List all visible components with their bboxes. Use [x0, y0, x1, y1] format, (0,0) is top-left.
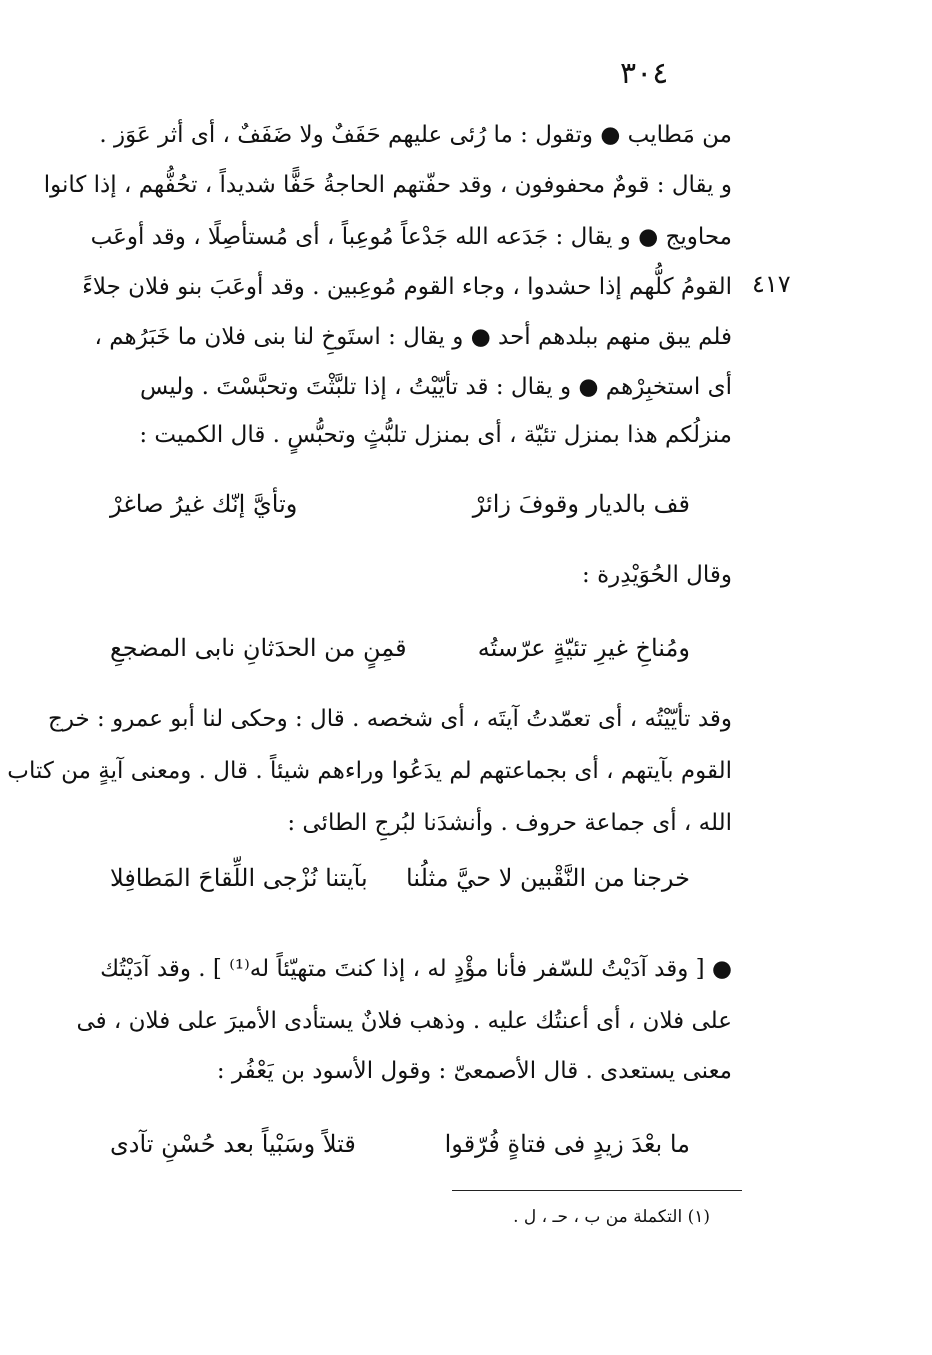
verse [110, 624, 690, 672]
text-line: الله ، أى جماعة حروف . وأنشدَنا لبُرجِ الطائى : [287, 810, 732, 836]
text-line: وقد تأيّيْتُه ، أى تعمّدتُ آيتَه ، أى شخصه . قال : وحكى لنا أبو عمرو : خرج [47, 706, 732, 732]
text-line: أى استخبِرْهم ● و يقال : قد تأيّيْتُ ، إذا تلبَّثْتَ وتحبَّسْتَ . وليس [139, 374, 732, 400]
verse-hemistich: خرجنا من النَّقْبين لا حيَّ مثلُنا [406, 864, 690, 892]
text-line: القوم بآيتهم ، أى بجماعتهم لم يدَعُوا وراءهم شيئاً . قال . ومعنى آيةٍ من كتاب [7, 758, 732, 784]
verse-hemistich: قف بالديار وقوفَ زائرْ [472, 490, 690, 518]
verse [110, 480, 690, 528]
text-line: منزلُكم هذا بمنزل تئيّة ، أى بمنزل تلبُّثٍ وتحبُّسٍ . قال الكميت : [139, 422, 732, 448]
verse-hemistich: ومُناخِ غيرِ تئيّةٍ عرّستُه [477, 634, 690, 662]
verse [110, 1120, 690, 1168]
text-line: معنى يستعدى . قال الأصمعىّ : وقول الأسود بن يَعْفُر : [216, 1058, 732, 1084]
verse-hemistich: قمِنٍ من الحدَثانِ نابى المضجعِ [110, 634, 407, 662]
page-number: ٣٠٤ [620, 56, 669, 91]
text-line: وقال الحُوَيْدِرة : [582, 562, 732, 588]
text-line: من مَطايب ● وتقول : ما رُئى عليهم حَفَفٌ ولا ضَفَفٌ ، أى أثر عَوَز . [99, 122, 732, 148]
text-line: القومُ كلُّهم إذا حشدوا ، وجاء القوم مُوعِبين . وقد أوعَبَ بنو فلان جلاءً [82, 274, 732, 300]
text-line: محاويج ● و يقال : جَدَعه الله جَدْعاً مُوعِباً ، أى مُستأصِلًا ، وقد أوعَب [90, 224, 732, 250]
footnote: (١) التكملة من ب ، حـ ، ل . [513, 1207, 710, 1227]
verse-hemistich: ما بعْدَ زيدٍ فى فتاةٍ فُرّقوا [444, 1130, 690, 1158]
footnote-divider [452, 1190, 742, 1191]
verse-hemistich: وتأيَّ إنّك غيرُ صاغرْ [110, 490, 298, 518]
verse-hemistich: قتلاً وسَبْياً بعد حُسْنِ تآدى [110, 1130, 356, 1158]
verse-hemistich: بآيتنا نُزْجى اللِّقاحَ المَطافِلا [110, 864, 368, 892]
margin-note: ٤١٧ [752, 270, 791, 298]
verse [110, 854, 690, 902]
text-line: فلم يبق منهم ببلدهم أحد ● و يقال : استَوخِ لنا بنى فلان ما خَبَرُهم ، [94, 324, 732, 350]
text-line: ● [ وقد آدَيْتُ للسّفر فأنا مؤْدٍ له ، إذا كنتَ متهيّئاً له⁽¹⁾ ] . وقد آدَيْتُك [100, 956, 732, 982]
text-line: و يقال : قومٌ محفوفون ، وقد حفّتهم الحاجةُ حَفًّا شديداً ، تحُفُّهم ، إذا كانوا [43, 172, 732, 198]
text-line: على فلان ، أى أعنتُك عليه . وذهب فلانٌ يستأدى الأميرَ على فلان ، فى [76, 1008, 732, 1034]
